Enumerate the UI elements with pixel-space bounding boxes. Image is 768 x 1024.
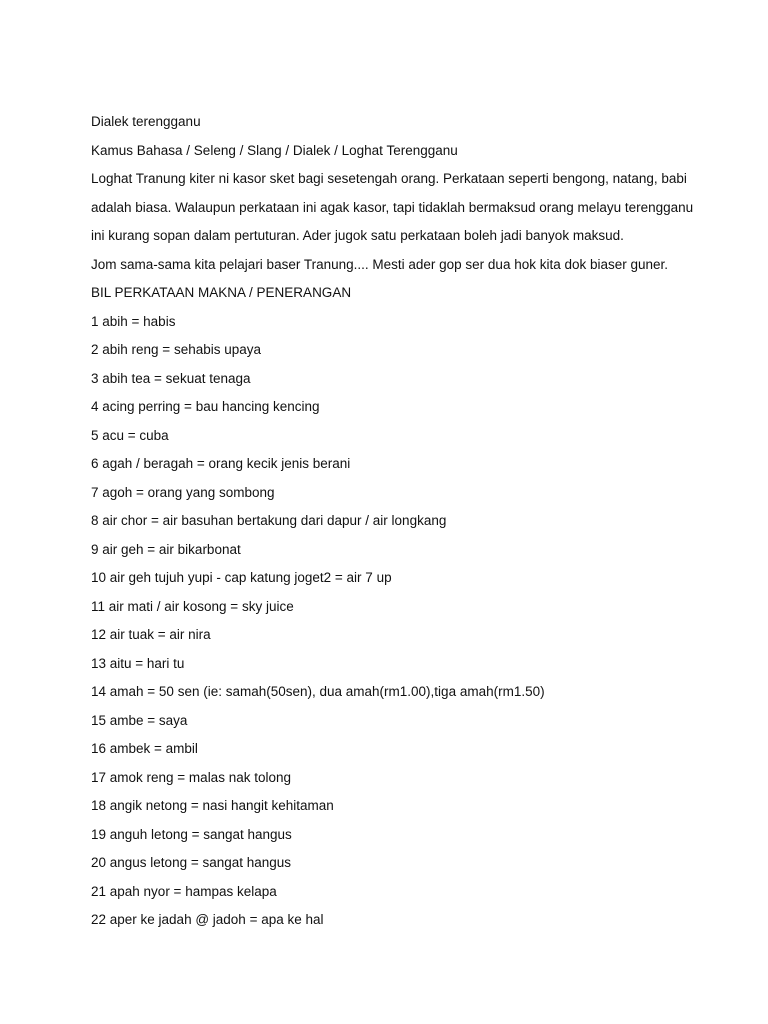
list-item: 3 abih tea = sekuat tenaga xyxy=(91,371,251,386)
intro-line: adalah biasa. Walaupun perkataan ini agak kasor, tapi tidaklah bermaksud orang melayu terengganu xyxy=(91,200,694,215)
intro-line: ini kurang sopan dalam pertuturan. Ader jugok satu perkataan boleh jadi banyok maksud. xyxy=(91,228,624,243)
table-header: BIL PERKATAAN MAKNA / PENERANGAN xyxy=(91,285,352,300)
list-item: 15 ambe = saya xyxy=(91,713,188,728)
list-item: 17 amok reng = malas nak tolong xyxy=(91,770,291,785)
document-title: Dialek terengganu xyxy=(91,114,201,129)
list-item: 13 aitu = hari tu xyxy=(91,656,185,671)
list-item: 2 abih reng = sehabis upaya xyxy=(91,342,262,357)
list-item: 5 acu = cuba xyxy=(91,428,169,443)
intro-line: Jom sama-sama kita pelajari baser Tranung.... Mesti ader gop ser dua hok kita dok biaser guner. xyxy=(91,257,669,272)
list-item: 18 angik netong = nasi hangit kehitaman xyxy=(91,798,334,813)
list-item: 20 angus letong = sangat hangus xyxy=(91,855,292,870)
list-item: 9 air geh = air bikarbonat xyxy=(91,542,241,557)
list-item: 6 agah / beragah = orang kecik jenis berani xyxy=(91,456,351,471)
list-item: 7 agoh = orang yang sombong xyxy=(91,485,275,500)
list-item: 14 amah = 50 sen (ie: samah(50sen), dua amah(rm1.00),tiga amah(rm1.50) xyxy=(91,684,545,699)
list-item: 12 air tuak = air nira xyxy=(91,627,211,642)
list-item: 11 air mati / air kosong = sky juice xyxy=(91,599,294,614)
document-subtitle: Kamus Bahasa / Seleng / Slang / Dialek / Loghat Terengganu xyxy=(91,143,458,158)
list-item: 22 aper ke jadah @ jadoh = apa ke hal xyxy=(91,912,324,927)
list-item: 21 apah nyor = hampas kelapa xyxy=(91,884,277,899)
intro-line: Loghat Tranung kiter ni kasor sket bagi sesetengah orang. Perkataan seperti bengong, natang, babi xyxy=(91,171,687,186)
list-item: 1 abih = habis xyxy=(91,314,176,329)
list-item: 10 air geh tujuh yupi - cap katung joget2 = air 7 up xyxy=(91,570,392,585)
list-item: 16 ambek = ambil xyxy=(91,741,198,756)
list-item: 4 acing perring = bau hancing kencing xyxy=(91,399,320,414)
list-item: 8 air chor = air basuhan bertakung dari dapur / air longkang xyxy=(91,513,447,528)
list-item: 19 anguh letong = sangat hangus xyxy=(91,827,292,842)
